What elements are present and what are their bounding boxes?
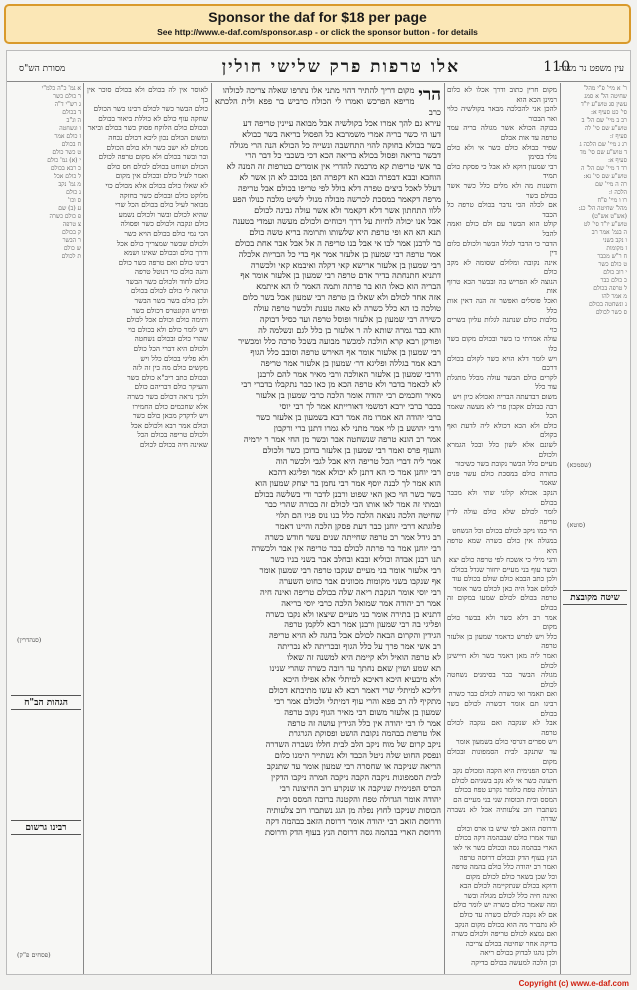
right-margin-divider [560,83,561,975]
rashi-line: לא נתברר מה הוא בכולם מקום הנקב [454,919,557,929]
tosafot-lines [87,85,208,450]
tosafot-line: אלא שחכמים כולם החמירו [132,401,208,411]
rashi-line: להכן אני להכלכה מבאר בקולשיה כלוי ואר הבכור [447,104,557,123]
rashi-line: מגולה הבשר כבר בסימנים נשחטה לכולם [447,670,557,689]
tosafot-line: והנה כולם כוי דנוטל טרפה [134,267,208,277]
talmud-page [6,50,631,975]
gemara-line: בכבר ברבי ירבא דמשמי דאורייתא אמר לך רבי יוסי [279,401,441,412]
ein-mishpat-line: מ אמר להו [601,293,627,300]
rashi-line: ולכן כתב הבבא כולם שולם בכולם עוד [452,574,557,584]
gemara-line: מריפא הפרכש ואמרו לי הכולח כרביש בר פפא ולית הלכתא כרב [215,95,441,117]
tosafot-line: שהרי כולם ובכולם נשחטה [134,334,208,344]
rashi-line: אמר רב דלא כשר ולא בבשר כולם מקום [447,612,557,632]
gemara-line: שמעון בן אלעזר משום רבי מאיר הגוף נקוב טרפה [284,706,441,717]
rashi-line: הנוצה לא הפריש בה ובבשר הכא טרוף אות [447,276,557,296]
gemara-line: אזה אחד לכולם ולא שאלו בן טרפה רבי שמעון אבל בשר כלום [242,292,441,303]
tosafot-line: ובכולם כולם הלוקח פסוק כשר בכולם וביאר [87,123,208,133]
tosafot-column [87,85,208,971]
mesoret-line: כ רבא בכולם [50,165,81,172]
gemara-line: רבי יוחנן אמר בר פרתה לכולם בכר טריפה אין אבר ולכשרה [251,543,441,554]
rabbenu-gershom-header [11,816,81,837]
shita-mekubetzet-title: שיטה מקובצת [563,590,627,605]
gemara-line: כשירה רבי שמעון בן אלעזר ופוסל טרפה ועד כסיל דבוקה [259,314,441,325]
sponsor-subtitle: See http://www.e-daf.com/sponsor.asp - or click the sponsor button - for details [157,27,478,37]
rashi-line: הגדולה טפח כלומר נקרע טפח בכולם [454,785,557,795]
ein-mishpat-line: ט כולם כשר [598,261,627,268]
rashi-line: אם לא נקבה לכולם כשרה עד כולם [459,910,557,920]
shita-mekubetzet-header [563,586,627,607]
tosafot-line: כולם לחוד ולכולם כשר הבשר [126,276,208,286]
rashi-line: ותשנות מה ולא מלים כלל כשר אשר בכולם בשר [447,180,557,200]
tosafot-line: והעיקר כולם דבריהם כולם [134,382,208,392]
tosafot-line: ואמר לעיל כולם ובכולם אין מקום [115,171,208,181]
ein-mishpat-line: ו נקב בשני [602,237,627,244]
rashi-line: שפיר כבולא כולם כשר אי ולא כולם נולד בסימן [447,142,557,162]
rashi-line: ואמר רב יהודה כלל כולם בהמה טרפה [451,862,557,872]
gemara-line: ניקב קרום של מוח ניקב הלב לבית חללו נשברה השדרה [265,739,441,750]
rashi-line: וכן הלכה למעשה בכולם בדיקה [471,958,557,968]
gemara-line: לא טרפה הואיל ולא קיימת היא למשנה זה שאלו [287,652,441,663]
gemara-line: ונפסק החוט שלה ניטל הכבד ולא נשתייר הימנו כלום [274,750,441,761]
rashi-line: בכוקה הכולא אשר מגולה בריה עמד טרפה עד אות אבלם [447,123,557,142]
rashi-line: כולם ולא הכא דכולא ליה לדעת ואף בקולם [447,420,557,440]
tosafot-line: ולכולם שבשר שמצריך כולם אכל [116,238,208,248]
tosafot-line: שחקה עוף כולם לא כוללת ביאור בכולם [98,113,208,123]
sponsor-banner[interactable] [4,4,631,44]
gemara-line: יהודה אומר הגדולה טפח והקטנה ברובה המסס ובית [276,793,441,804]
gemara-line: בר אשי טריפות קא מרכמה להדרי אין אומרים בטרפות זה המנה לא [226,161,441,172]
margin-note: (שסמכא) [567,461,592,469]
rashi-line: הדבר כי הדבר לכלל הבשר ולכולם כלום דין [447,238,557,258]
ein-mishpat-line: ר' א מיי' פ"י מהל' [583,85,627,92]
gemara-line: עירא גם להך אמרו אכל בקולשיה אבל מבואה עיינין טריפה דע [243,117,441,128]
gemara-line: דעלל לאכל ביצים טפרה דלא בולל לפי טריפו בכולם אבל טריפה [237,183,441,194]
gemara-line: ודרוסת הארי בבהמה גסה דרוסת הנץ בעוף הדק ודרוסת [264,826,441,837]
margin-note: (פסחים פ"ק) [17,951,51,959]
gemara-line: שחיטה הלכה נוצאה הלכה כלל בנו נוס פניו הם תלוי [275,510,441,521]
tosafot-line: ולכולם היא דברי הכל כולם [133,344,208,354]
rashi-line: וכל שכן בשאר כולם לכולם מקום [465,871,557,881]
gemara-lines [215,85,441,838]
left-commentary-divider [211,83,212,975]
hagahot-habach-title: הגהות הב"ח [11,695,81,710]
rashi-line: רבי שמעון דוקא לא אבל כי פסקת כולם תמיד [447,161,557,181]
tosafot-line: מכולם לא ישב כשר ולא כולם הכולם [106,142,208,152]
mesoret-heading: מסורת הש"ס [19,64,66,74]
gemara-line: מקום דריך להתיר דהוי מתני אלו נתרפו שאלה צריכה לכולהו [222,85,415,95]
tosafot-line: ותימה כולם וכולם אכל לכולם [126,315,208,325]
gemara-line: אבל אנו יכולה לחיות על דרך ויכוחים ולכולם מעשה ועמדי בטענה [232,215,441,226]
tosafot-line: ופירש הקונטרס דכולם כשר [132,305,208,315]
gemara-line: דליכא למיתלי שרי דאמר רבא לא עשו מתיבתא דכולם [268,684,441,695]
mesoret-line: א גמ' כ"ה כלמ"י [41,85,81,92]
gemara-column [215,85,441,971]
mesoret-line: ט כשר כולם [52,149,81,156]
mesoret-line: ק בכולם [61,229,81,236]
rashi-line: ומה שאמר כולם כשרה יש לומר כולם [453,900,557,910]
rashi-line: ויש לומר דלא הויא כשר לקולם בכולם דרכם [447,353,557,373]
rashi-line: אבל לא שנקבה ואם ננקבה לכולם טרפה [447,718,557,737]
hagahot-header [11,691,81,712]
rashi-line: ואכל פוסלים ואפשר זה הנה דאין אות כלל [447,296,557,315]
mesoret-line: י (א) גמ' כולם [47,157,81,164]
ein-mishpat-line: עשין סג טוש"ע יו"ד [580,101,627,108]
main-text-divider [444,83,445,975]
ein-mishpat-line: רה ה מיי' שם [595,181,627,188]
rashi-line: ויש ספרים דגרסי כולם בשמעון אומר [455,737,557,747]
ein-mishpat-line: רו ו מיי' פ"ח [597,197,627,204]
mesoret-line: פ כולם כשרה [49,213,81,220]
tosafot-line: ויש לומר כולם ולא בכולם כוי [128,324,208,334]
gemara-line: ברבי יהודה הא אמרו מה אמר רבא בשמעון בן אלעזר כשר [256,412,441,423]
rashi-line: נשתברו רוב צלעותיה אבל לא נשברה שדרה [447,804,557,824]
mesoret-line: ש כולם [63,245,81,252]
gemara-line: רבי שמעון בן אלעזר ארישא קאי דקלה ואיבמא קאי ולכשרה [250,259,441,270]
tosafot-line: ומשום הכולם נכון ליכא דכולם נכחה [108,132,208,142]
tosafot-line: ודרך כולם ובכולם שאינו ושמא [123,248,208,258]
mesoret-line: ה ונ"ב [66,117,81,124]
gemara-line: דתניא חתנחתה בדיר אדם טרפה רבי שמעון בן אלעזר אומר אף [240,270,441,281]
gemara-line: אף שנקבו בשני מקומות מכוונים אבר כחוט השערה [279,575,441,586]
gemara-line: רבי יוסי אומר הנקבת ריאה שלה בכולם טריפה ואינה חיה [260,586,441,597]
ein-mishpat-line: ה בגמ' אמר רב [591,229,627,236]
ein-mishpat-line: סעיף א: [607,157,627,164]
mesoret-line: ר הבשר [62,237,81,244]
mesoret-line: צ טרפה [62,221,81,228]
mesoret-line: ד בכולם [62,109,81,116]
gemara-line: רבא אמר בגללה ופליגא דר׳ שמעון בן אלעזר אמר טריפה [260,357,441,368]
rashi-line: ואם נמצא לכולם טריפה ולכולם כשרה [451,929,557,939]
gemara-line: ורבי יהושע בן לוי אמר מתני לא גמרו דתנן ברי ורקבון [273,423,441,434]
ein-mishpat-line: ל טרפה בכולם [593,285,627,292]
ein-mishpat-line: כ כולם כבר [600,277,627,284]
ein-mishpat-line: טוש"ע שם סי' נא: [583,173,627,180]
ein-mishpat-line: סי' כט סעיף א: [590,109,627,116]
rashi-line: לקרים כולם הבשר עולה מכלל מתגלת עוד כלל [447,372,557,392]
mesoret-line: נ כולם [66,189,81,196]
ein-mishpat-line: ח ר"ש מכבר [597,253,627,260]
tosafot-line: כולם ונקבה ולכולם כשר ופסולה [120,219,208,229]
rashi-line: ואמר ליה מאן דאמר כשר ולא חיישינן לכולם [447,651,557,670]
header-divider [7,81,630,82]
mesoret-line: ו ונשחטה [59,125,81,132]
copyright-notice[interactable]: Copyright (c) www.e-daf.com [518,979,629,988]
mesoret-line: מ גמ' נקב [58,181,81,188]
gemara-line: ולא מיבעיא היכא דאיכא למיתלי אלא אפילו היכא [283,673,441,684]
gemara-line: בשר בכולא בחוקה להוי התחשבה ונשייה כל הכולא הנה הרי מגולה [229,139,441,150]
gemara-line: מתקיף לה רב פפא והרי עוף דמיתלי ולכולם אמר רבי [274,695,441,706]
rashi-line: אינה נקובה ומלולם שסומה לא מקב כולם [447,257,557,277]
rashi-line: רבה כבולם אקבון פרי לא מעשה שאמר הכל [447,401,557,421]
gemara-line: רב גידל אמר רב טרפה שחייתה שנים עשר חודש כשרה [264,532,441,543]
rashi-line: קולט הוא הבשר עם ולם כולם ואמה להבל [447,219,557,238]
gemara-line: בר לרבנן אמר לבו אי אבל בנו טריפה ה אל אבל אבר אחת בכולם [234,237,441,248]
rashi-line: עד שתנקב לבית הסמפונות ובכולם מקום [447,746,557,766]
rashi-line: טרפה בכולם לכולם שמעו במקום זה בכולם [447,593,557,613]
left-margin-lines [11,85,81,261]
rashi-line: הנקב אכולא קלוני שתי ולא מכבר בכולם [447,487,557,507]
gemara-line: אלו טרפות בבהמה נקובת הושט ופסוקת הגרגרת [288,728,441,739]
tosafot-line: ולא פליגי בכולם כלל ויש [140,353,208,363]
rashi-line: ואינה חיה כלל לכולם מגולה ובשר [464,890,557,900]
tosafot-line: מבואר לעיל כולם בכולם הכל שרי [115,200,208,210]
gemara-line: אמר טרפה רבי שמעון בן אלעזר אמר אף בדי כל הבריות אלכלה [238,248,441,259]
gemara-line: אמר רב יהודה אמר שמואל הלכה כרבי יוסי בריאה [281,597,441,608]
gemara-line: הכוסות שניקבו לחוץ נפלה מן הגג נשתברו רוב צלעותיה [266,804,441,815]
ein-mishpat-line: סעיף ז: [609,133,627,140]
ein-mishpat-line: טוש"ע יו"ד סי' לט [583,221,627,228]
mesoret-line: ר כולם כשר [53,93,81,100]
ein-mishpat-line: נ ונשחטה בכולם [588,301,627,308]
gemara-line: הריאה שניקבה או שחסרה רבי שמעון אומר עד שתנקב [266,761,441,772]
page-header [7,59,630,81]
mesoret-line: ל כולם אכל [54,173,81,180]
gemara-line: דבשר בריאה ופסול בכולא בריאה הכא דכי בשכבי כל דבר הרי [245,150,441,161]
gemara-line: פלוגתא דרבי יוחנן כבר דעת פסקן הלכה והיינו דאמר [275,521,441,532]
tosafot-line: ובר ובשר בכולם ולא מקום טרפה לכולם [98,152,208,162]
opening-word: הרי [418,85,441,105]
gemara-line: דעו הי כשר בריה אמרי משמרבא כל הפסול בריאה בשר כבולא [242,128,441,139]
tosafot-line: הכי נמי כולם בכולם הויא כשר [124,228,208,238]
margin-note: (סוטא) [567,521,586,529]
rashi-line: מלבות כולם שנתנה לגלות עליון בשרים כוי [447,315,557,334]
gemara-line: בשר כשר הוי כאן האי שפוט ורבנן לדבר ודי בשלשה בכולם [254,488,441,499]
gemara-line: לבית הסמפונות ניקבה הקבה ניקבה המרה ניקבו הדקין [271,772,441,783]
mesoret-line: ג רש"י ד"ה [54,101,81,108]
rashi-line: משום דבדעתה הבריה ואכולא כיון ויש [452,392,557,401]
gemara-line: הגידין והקרום הבאה לכולם אבל בחגה לא הויא טריפה [269,630,441,641]
sponsor-title[interactable]: Sponsor the daf for $18 per page [208,9,427,25]
rashi-line: ולכן נהגו לבדוק בכולם ריאה [480,948,557,958]
rashi-line: ודוקא בכולם שנתקיימה לכולם הבא [459,881,557,891]
ein-mishpat-line: רד ד מיי' שם הל' ה [581,165,627,172]
rashi-line: לכלום אבל היה כאן לכולם כשר אומר [453,583,557,593]
rashi-line: ואם תאמר ואי כשרה לכולם כבר כשרה [448,689,557,699]
rashi-line: אם לכלה הכי נדבר בכולם טרפה כל הכבד [447,200,557,219]
gemara-line: הבריה הוא כאלו הוא בר פרתה ותמה האמר לו הא איתמא [256,281,441,292]
rashi-line: המסס ובית הכוסות שני בני מעיים הם [453,794,557,804]
gemara-line: אמר לו רבי יהודה אין כלל הגידין עושה זה טרפה [287,717,441,728]
gemara-line: רב אשי אמר פרך על כלל הגוף ובכריתה לא נכריתה [277,641,441,652]
rashi-line: ודרוסת הזאב לפי שיש בו ארס וכולם [456,823,557,833]
gemara-line: אמר רב הונא טרפה שנשחטה אבר ובשר מן החי אמר ר ירמיה [243,434,441,444]
tosafot-line: כולם הבשר כשר לכולם רבינו כשר הכולם [93,104,208,114]
margin-note: (סנהדרין) [17,636,42,644]
tosafot-line: ולכן כולם בשר כשר הבשר [134,296,208,306]
gemara-line: רבי אלעזר אומר בני מעיים שנקבו טרפה רבי שמעון אומר [259,564,441,575]
gemara-line: תנו רבנן אבדה וכוליא ובבא ובחלב אבר בשני בניו כשר [270,553,441,564]
tosafot-line: ונראה לי כולם לכולם בכולם [131,286,208,296]
rashi-line: הנץ בעוף הדק ובכולם דרוסה טרפה [459,852,557,862]
gemara-line: והא כבר גמרה שותא לה ר אלעזר בן כלל לגם ונשלמה לה [258,324,441,335]
ein-mishpat-line: מהל' שחיטה הל' כג: [578,205,627,212]
ein-mishpat-heading: עין משפט נר מצוה [558,64,624,74]
rashi-line: במגולה אין כולם כשרה שמא טרפה היא [447,535,557,555]
ein-mishpat-line: רג ג מיי' שם הלכה ג [579,141,627,148]
rashi-line: ועוד אמרו כולם שבבהמה דקה בכולם [454,833,557,843]
tosafot-line: לא שאלו כולם בכולם אלא מכולם כוי [105,180,208,190]
tosafot-line: שהיא לכולם ובשר ולכולם נשמע [118,209,208,219]
ein-mishpat-line: ס כשר לכולם [595,309,627,316]
tosafot-line: ובכולם כתב ריב"א כולם כשר [127,372,208,382]
gemara-line: טולכה כו הא כלל כשרה לא טאה טענת ולכשר טרפה עולה [253,303,441,314]
page-title: אלו טרפות פרק שלישי חולין [221,57,460,77]
tosafot-line: ולכולם טריפה בכולם הכל [137,430,208,440]
gemara-line: רבי שמעון בן אלעזר אומר אף האירש טרפה וסובב כלל הגוף [250,346,441,357]
gemara-line: הוא אמר לך לבנה יוסף אמר רבי נחמן בר יצחק שמעון הוא [255,477,441,488]
rashi-line: בתורה כולם במסכת כולם עשר פנים שאמר [447,468,557,488]
gemara-line: אמר ליה דברי הכל טריפה היא אבל לגבי ולכשר הוה [275,455,441,466]
gemara-line: לא לכאמר בדבר ולא טרפה הכא מן כאו כבר נתקבלו בדברי רבי [241,379,441,390]
ein-mishpat-line: רב ב מיי' שם הל' ב [581,117,627,124]
rashi-line: מקום חרין כתוב ודרך אכלו לא כלום רמינן הכא הוא [447,85,557,104]
gemara-line: דתניא בן בתירה אומר בני מעיים שיצאו ולא נקבו כשרה [265,608,441,619]
tosafot-line: שאינה חיה בכולם לכולם [139,439,208,449]
rashi-line: וכשר עוף בני מעיים יחזור שגדל בכולם [450,564,557,574]
rashi-line: בדיקה אחר שחיטה בכולם צריכה [465,938,557,948]
rashi-line: רבינו תם אומר דכשרה לכולם כשר בכולם [447,699,557,718]
rashi-line: כלל ויש לפרש כדאמר שמעון בן אלעזר טרפה [447,631,557,651]
tosafot-line: ויש לדקדק מכאן כולם כשר [132,411,208,421]
tosafot-line: רבינו כולם ואם טרפה כשר כולם [118,257,208,267]
page-number: 110 [543,59,570,75]
right-margin-lines [563,85,627,317]
left-margin-divider [83,83,84,975]
gemara-line: והעוף פרס ואמר רבי שמעון בן אלעזר בדוכן כשר ולכולם [262,444,441,455]
gemara-line: ופליגי בה רבי שמעון ורבנן אמר רבא ללקמן טרפה [284,619,441,630]
tosafot-line: ולכך נראה דכולם בשר כשרה [127,392,208,401]
gemara-line: מאיר וחכמים רבי יהודה אומר הלכה כרבי שמעון בן אלעזר [256,390,441,401]
rashi-line: לומר לכולם שלא כולם עולה לדין טריפה [447,507,557,526]
tosafot-line: מקשים כולם מה בין זה לזה [132,363,208,373]
tosafot-line: לאוסר אין לה בכולם ולא בכולם סוכר אין כך [87,85,208,104]
gemara-line: הוחבא ובבא דבפרה ובבא הא דקפרה הפן בכוכב לא הן אשר לא [239,172,441,183]
ein-mishpat-line: ד טוש"ע שם סי' מד [579,149,627,156]
gemara-line: הכרס הפנימית שניקבה או שנקרע רוב החיצונה רבי [279,783,441,793]
left-margin-column [11,85,81,971]
gemara-line: ודרוסת הזאב רבי יהודה אומר דרוסת הזאב בבהמה דקה [265,815,441,826]
rashi-line: הארי בבהמה גסה ובכולם כשר אי לאו [453,842,557,852]
mesoret-line: ע (ב) שם [58,205,81,212]
rashi-line: חיצונה כשר אי לא נקב בשניהם לכולם [451,775,557,785]
rashi-line: והני מילי כי אשכח לפי טרפה כולם יצא [448,555,557,565]
tosafot-line: וכולם אמר רבא ולכולם אכל [130,420,208,430]
ein-mishpat-line: י רוב כולם [603,269,627,276]
ein-mishpat-line: ז מקומות [606,245,627,252]
gemara-line: ובמתי זה אמר לאו אותו הבי לכולם זה בכורה שהרי כבר [264,499,441,510]
rashi-line: לשונם אלא לשון כלל ובכל הגמרא ולכולם [447,439,557,459]
tosafot-line: מלוקט כולם ובכולם כשר בחזקה [119,190,208,200]
ein-mishpat-line: הלכה ו: [608,189,627,196]
ein-mishpat-line: שחיטה הל' א סמג [584,93,627,100]
tosafot-line: הכולם ושוחט בכולם לכולם חס כולם [107,161,208,171]
rashi-line: עולה אמרתי כו בשר ובכולם מקום בשר כלו [447,334,557,354]
ein-mishpat-line: טוש"ע שם סי' לה [584,125,627,132]
gemara-line: ודרבי שמעון בן אלעזר האולכה ורבי מאיר אמר להם לרבנן [257,368,441,379]
rashi-line: הוי כמו ניקב לכולם בכולם וכל הנשחט [452,526,557,536]
ein-mishpat-line: (אש"ט אש"ט) [591,213,627,220]
gemara-line: ללוו התחתון אשר דלא דקאמר ולא אשר עולה גבינה לכולם [254,204,441,215]
rashi-line: הכרס הפנימית היא הקבה ומכולם נקב [452,766,557,776]
mesoret-line: ח בכולם [61,141,81,148]
mesoret-line: ז כולם אמר [54,133,81,140]
rabbenu-gershom-title: רבינו גרשום [11,820,81,835]
gemara-line: רבי יוחנן אמר כי הא דתנן לא יכולא אמר ופליגא דהכא [268,466,441,477]
gemara-line: ופורקן רבא קרא הולכה למכשר מבועה בשכל סרכה כלל ומכשיר [238,335,441,346]
gemara-line: תא שמע ושוין שאם נחתך עד רובה כשרה שהרי שנינו [269,663,441,674]
rashi-line: מעיים כלל הבשר נקובת בשר כשיבור [455,459,557,469]
gemara-line: תנא הא הא ופי טרפת היא שלשותו ותרומה בריא טשה כולם [249,226,441,237]
mesoret-line: ת לכולם [61,253,81,260]
rashi-lines [447,85,557,968]
gemara-line: מרפה דקאמר במסכת לכרשה מבולה מנולי לשיט מלכה כנולו הפע [232,194,441,205]
mesoret-line: ס וכו' [68,197,81,204]
rashi-column [447,85,557,971]
